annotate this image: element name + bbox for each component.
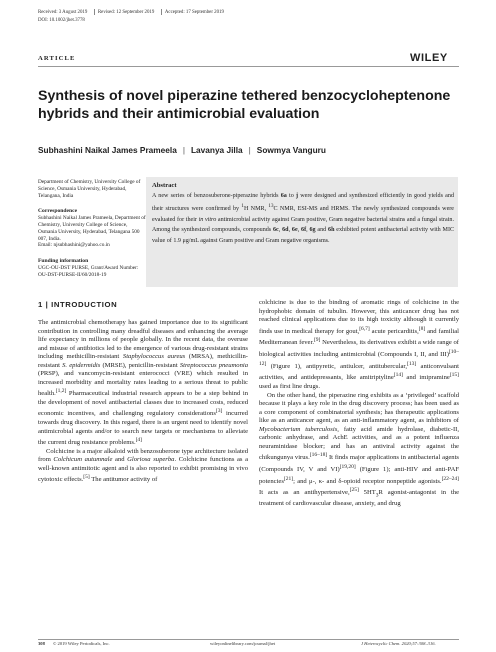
citation-link[interactable]: [19,20] — [339, 463, 356, 470]
author-name[interactable]: Sowmya Vanguru — [256, 145, 326, 155]
author-name[interactable]: Lavanya Jilla — [190, 145, 243, 155]
author-name[interactable]: Subhashini Naikal James Prameela — [38, 145, 177, 155]
citation-link[interactable]: [1,2] — [55, 388, 67, 395]
revised-date: Revised: 12 September 2019 — [97, 10, 155, 16]
body-column-left — [38, 299, 248, 485]
accepted-date: Accepted: 17 September 2019 — [164, 10, 224, 16]
department: Department of Chemistry, University College of Science, Osmania University, Hyderabad, Telangana, India — [38, 179, 141, 199]
citation-link[interactable]: [22–24] — [441, 475, 459, 482]
paragraph: Colchicine is a major alkaloid with benzosuberone type architecture isolated from Colchicum autumnale and Gloriosa superba. Colchicine functions as a well-known antimitotic agent and is also reported to exhibit promising in vivo cytotoxic effects.[5] The antitumor activity of — [38, 447, 249, 484]
citation-link[interactable]: [13] — [407, 360, 417, 367]
divider — [94, 9, 95, 15]
citation-link[interactable]: [8] — [418, 325, 426, 332]
citation-link[interactable]: [3] — [215, 408, 223, 415]
citation-link[interactable]: [5] — [83, 474, 90, 481]
abstract — [152, 181, 454, 246]
received-date: Received: 3 August 2019 — [38, 10, 88, 16]
funding-text: UGC-OU-DST PURSE, Grant/Award Number: OU-DST-PURSE-II/60/2018-19 — [38, 264, 139, 278]
citation-link[interactable]: [21] — [283, 475, 294, 482]
email[interactable]: Email: njsubhashini@yahoo.co.in — [38, 242, 110, 249]
divider — [161, 9, 162, 15]
author-separator: | — [182, 145, 185, 155]
funding-label: Funding information — [38, 258, 89, 265]
doi[interactable]: DOI: 10.1002/jhet.3778 — [38, 18, 85, 23]
body-column-right — [259, 299, 459, 509]
paragraph: colchicine is due to the binding of aromatic rings of colchicine in the hydrophobic domain of tubulin. However, this anticancer drug has not reached clinical applications due to its high toxicity although it currently finds use in medical therapy for gout,[6,7] acute pericarditis,[8] and familial Mediterranean fever.[9] Nevertheless, its derivatives exhibit a wide range of biological activities including antimicrobial (Compounds I, II, and III)[10–12] (Figure 1), antipyretic, antiulcer, antitubercular,[13] anticonvulsant activities, and antidepressants, like amitriptyline[14] and imipramine[15] used as first line drugs. — [259, 299, 460, 391]
abstract-heading: Abstract — [152, 182, 177, 189]
citation-link[interactable]: [16–18] — [309, 452, 328, 459]
citation-link[interactable]: [10–12] — [259, 348, 459, 367]
affiliation-block — [38, 179, 146, 279]
publisher-logo: WILEY — [410, 52, 448, 64]
page-number: 308 — [38, 641, 45, 646]
correspondence-text: Subhashini Naikal James Prameela, Department of Chemistry, University College of Science, Osmania University, Hyderabad, Telangana 500 007, India. — [38, 215, 146, 242]
citation-link[interactable]: [4] — [135, 437, 143, 444]
citation-link[interactable]: [14] — [393, 372, 403, 379]
copyright: © 2019 Wiley Periodicals, Inc. — [52, 641, 110, 646]
paragraph: On the other hand, the piperazine ring exhibits as a ‘privileged’ scaffold because it plays a key role in the drug discovery process; has been used as a core component of combinatorial synthesis; has therapeutic applications like as an anticancer agent, as an anti-inflammatory agent, as inhibitors of Mycobacterium tuberculosis, fatty acid amide hydrolase, diabetic-II, carbonic anhydrase, and AchE activities, and as a potent influenza neuraminidase blocker; and has an antiviral activity against the chikungunya virus.[16–18] It finds major applications in antibacterial agents (Compounds IV, V and VI)[19,20] (Figure 1); anti-HIV and anti-PAF potencies[21]; and μ-, κ- and δ-opioid receptor nonpeptide agonists.[22–24] It acts as an antihypertensive,[25] $5HT_3R$ agonist-antagonist in the treatment of cardiovascular disease, anxiety, and drug — [259, 391, 459, 508]
journal-url[interactable]: wileyonlinelibrary.com/journal/jhet — [210, 641, 276, 646]
section-label: ARTICLE — [38, 55, 76, 62]
citation-link[interactable]: [25] — [349, 487, 359, 494]
paper-title: Synthesis of novel piperazine tethered benzocycloheptenone hybrids and their antimicrobial evaluation — [38, 88, 451, 122]
header-rule — [38, 66, 459, 67]
footer-rule — [38, 639, 459, 640]
citation-link[interactable]: [15] — [449, 372, 460, 379]
article-dates — [38, 9, 227, 16]
paragraph: The antimicrobial chemotherapy has gained importance due to its significant contribution in controlling many dreadful diseases and enhancing the average life expectancy in millions of people globally. In the recent data, the overuse and misuse of antibiotics led to the emergence of various drug-resistant strains including methicillin-resistant Staphylococcus aureus (MRSA), methicillin-resistant S. epidermidis (MRSE), penicillin-resistant Streptococcus pneumonia (PRSP), and vancomycin-resistant enterococci (VRE) which resulted in increased morbidity and mortality rates leading to a serious threat to public health.[1,2] Pharmaceutical industrial research appears to be a step behind in the development of novel antibacterial classes due to increased costs, reduced economic incentives, and challenging regulatory considerations[3] incurred towards drug discovery. In this regard, there is an urgent need to identify novel antimicrobial agents and/or to search new targets or mechanisms to alleviate the current drug resistance problems.[4] — [38, 319, 248, 447]
footer-left — [38, 641, 110, 646]
abstract-text: A new series of benzosuberone-piperazine hybrids 6a to j were designed and synthesized efficiently in good yields and their structures were confirmed by $^1$H NMR, $^{13}$C NMR, ESI-MS and HRMS. The newly synthesized compounds were evaluated for their in vitro antimicrobial activity against Gram positive, Gram negative bacterial strains and a fungal strain. Among the synthesized compounds, compounds 6c, 6d, 6e, 6f, 6g and 6h exhibited potent antibacterial activity with MIC value of 1.9 μg/mL against Gram positive and Gram negative organisms. — [152, 193, 455, 244]
citation-footer: J Heterocyclic Chem. 2020;57:308–316. — [361, 641, 436, 646]
author-separator: | — [248, 145, 251, 155]
author-list — [38, 145, 326, 155]
citation-link[interactable]: [9] — [313, 337, 321, 344]
correspondence-label: Correspondence — [38, 208, 78, 215]
citation-link[interactable]: [6,7] — [359, 325, 370, 332]
section-heading: 1 | INTRODUCTION — [38, 300, 118, 309]
